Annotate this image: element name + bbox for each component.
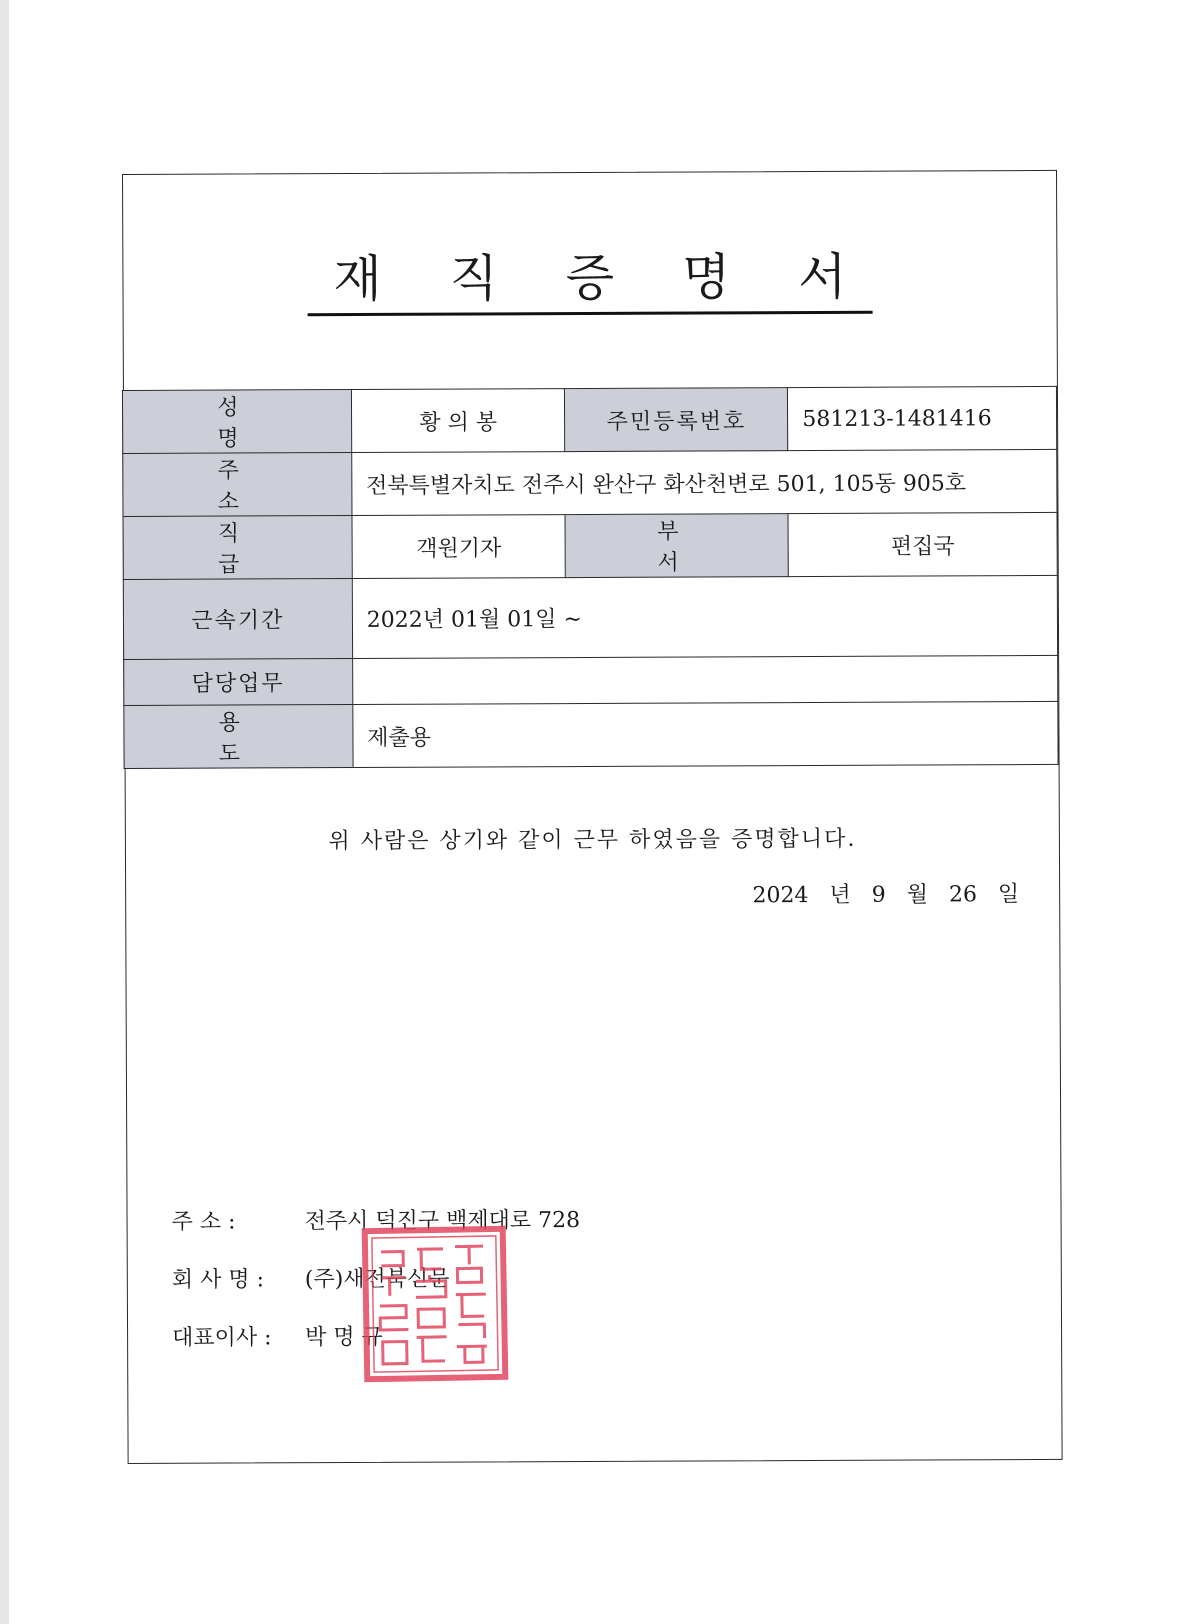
tenure-value: 2022년 01월 01일 ~ xyxy=(352,575,1058,658)
row-name xyxy=(122,386,1056,453)
name-value: 황 의 봉 xyxy=(351,389,565,453)
certification-statement: 위 사람은 상기와 같이 근무 하였음을 증명합니다. xyxy=(328,826,857,855)
address-label: 주 소 xyxy=(123,453,352,517)
address-value: 전북특별자치도 전주시 완산구 화산천변로 501, 105동 905호 xyxy=(351,449,1056,515)
row-address xyxy=(123,449,1057,516)
duty-value xyxy=(352,655,1057,704)
row-purpose xyxy=(124,701,1058,768)
company-address-value: 전주시 덕진구 백제대로 728 xyxy=(304,1208,581,1235)
duty-label: 담당업무 xyxy=(124,658,353,705)
company-name-value: (주)새전북신문 xyxy=(304,1266,450,1293)
purpose-label: 용 도 xyxy=(124,704,353,768)
row-duty xyxy=(124,655,1058,705)
employee-info-table xyxy=(122,386,1059,769)
department-value: 편집국 xyxy=(788,512,1057,576)
title-text: 재 직 증 명 서 xyxy=(307,247,872,316)
name-label: 성 명 xyxy=(122,390,351,454)
purpose-value: 제출용 xyxy=(353,701,1058,767)
rrn-label: 주민등록번호 xyxy=(565,388,788,452)
position-value: 객원기자 xyxy=(352,515,566,579)
rrn-value: 581213-1481416 xyxy=(788,386,1057,450)
company-seal-stamp xyxy=(359,1224,512,1385)
tenure-label: 근속기간 xyxy=(123,579,352,660)
row-tenure xyxy=(123,575,1057,659)
company-ceo-value: 박 명 규 xyxy=(305,1324,383,1351)
company-ceo-label: 대표이사 : xyxy=(172,1325,272,1351)
company-address-label: 주 소 : xyxy=(171,1209,236,1235)
issue-date: 2024 년 9 월 26 일 xyxy=(752,882,1020,909)
certificate-document xyxy=(122,170,1063,1464)
company-name-label: 회 사 명 : xyxy=(171,1267,265,1293)
position-label: 직 급 xyxy=(123,516,352,580)
document-title xyxy=(123,246,1056,317)
page-edge-strip xyxy=(0,0,9,1624)
row-position xyxy=(123,512,1057,579)
department-label: 부 서 xyxy=(565,514,788,578)
